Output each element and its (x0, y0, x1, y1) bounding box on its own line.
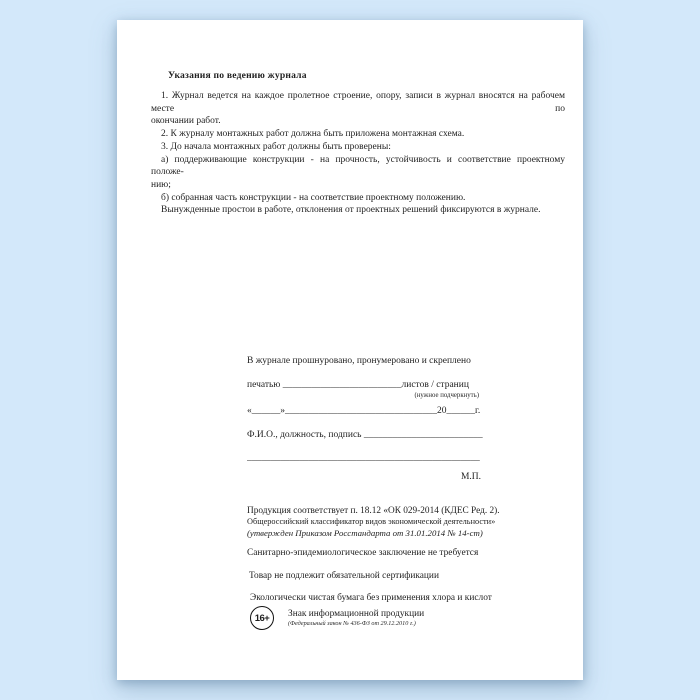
signature-blank-line: _________________________________________________ (247, 453, 480, 463)
instructions-block (151, 90, 565, 217)
sanitary-line: Санитарно-эпидемиологическое заключение не требуется (247, 548, 479, 558)
instruction-line: б) собранная часть конструкции - на соответствие проектному положению. (161, 192, 466, 203)
name-position-line: Ф.И.О., должность, подпись _________________________ (247, 430, 483, 440)
instruction-line: 2. К журналу монтажных работ должна быть приложена монтажная схема. (161, 129, 465, 140)
instruction-line: 3. До начала монтажных работ должны быть проверены: (161, 141, 391, 152)
underline-note: (нужное подчеркнуть) (414, 392, 479, 399)
instruction-line: окончании работ. (151, 116, 221, 127)
classifier-line: Общероссийский классификатор видов экономической деятельности» (247, 517, 496, 526)
product-compliance-line: Продукция соответствует п. 18.12 «ОК 029-2014 (КДЕС Ред. 2). (247, 506, 500, 516)
certification-block (247, 356, 483, 486)
instruction-line: Вынужденные простои в работе, отклонения от проектных решений фиксируются в журнале. (161, 205, 541, 216)
seal-sheets-line: печатью _________________________листов / страниц (247, 380, 469, 390)
instruction-line: нию; (151, 179, 171, 190)
document-page (117, 20, 583, 680)
approval-line: (утвержден Приказом Росстандарта от 31.01.2014 № 14-ст) (247, 527, 483, 538)
info-product-label: Знак информационной продукции (288, 609, 425, 619)
info-product-law: (Федеральный закон № 436-ФЗ от 29.12.2010 г.) (288, 620, 416, 627)
certification-line: Товар не подлежит обязательной сертификации (249, 571, 439, 581)
eco-paper-line: Экологически чистая бумага без применения хлора и кислот (250, 593, 492, 603)
seal-place-abbr: М.П. (460, 472, 481, 482)
instruction-line: а) поддерживающие конструкции - на прочность, устойчивость и соответствие проектному положе- (151, 154, 565, 178)
date-blank-line: «______»________________________________20______г. (247, 406, 481, 416)
instruction-line: 1. Журнал ведется на каждое пролетное строение, опору, записи в журнал вносятся на рабочем месте по (151, 91, 565, 114)
footer-block (247, 506, 507, 646)
page-title: Указания по ведению журнала (168, 70, 307, 81)
age-rating-16plus-icon: 16+ (250, 606, 274, 630)
stitched-statement: В журнале прошнуровано, пронумеровано и скреплено (247, 356, 471, 366)
